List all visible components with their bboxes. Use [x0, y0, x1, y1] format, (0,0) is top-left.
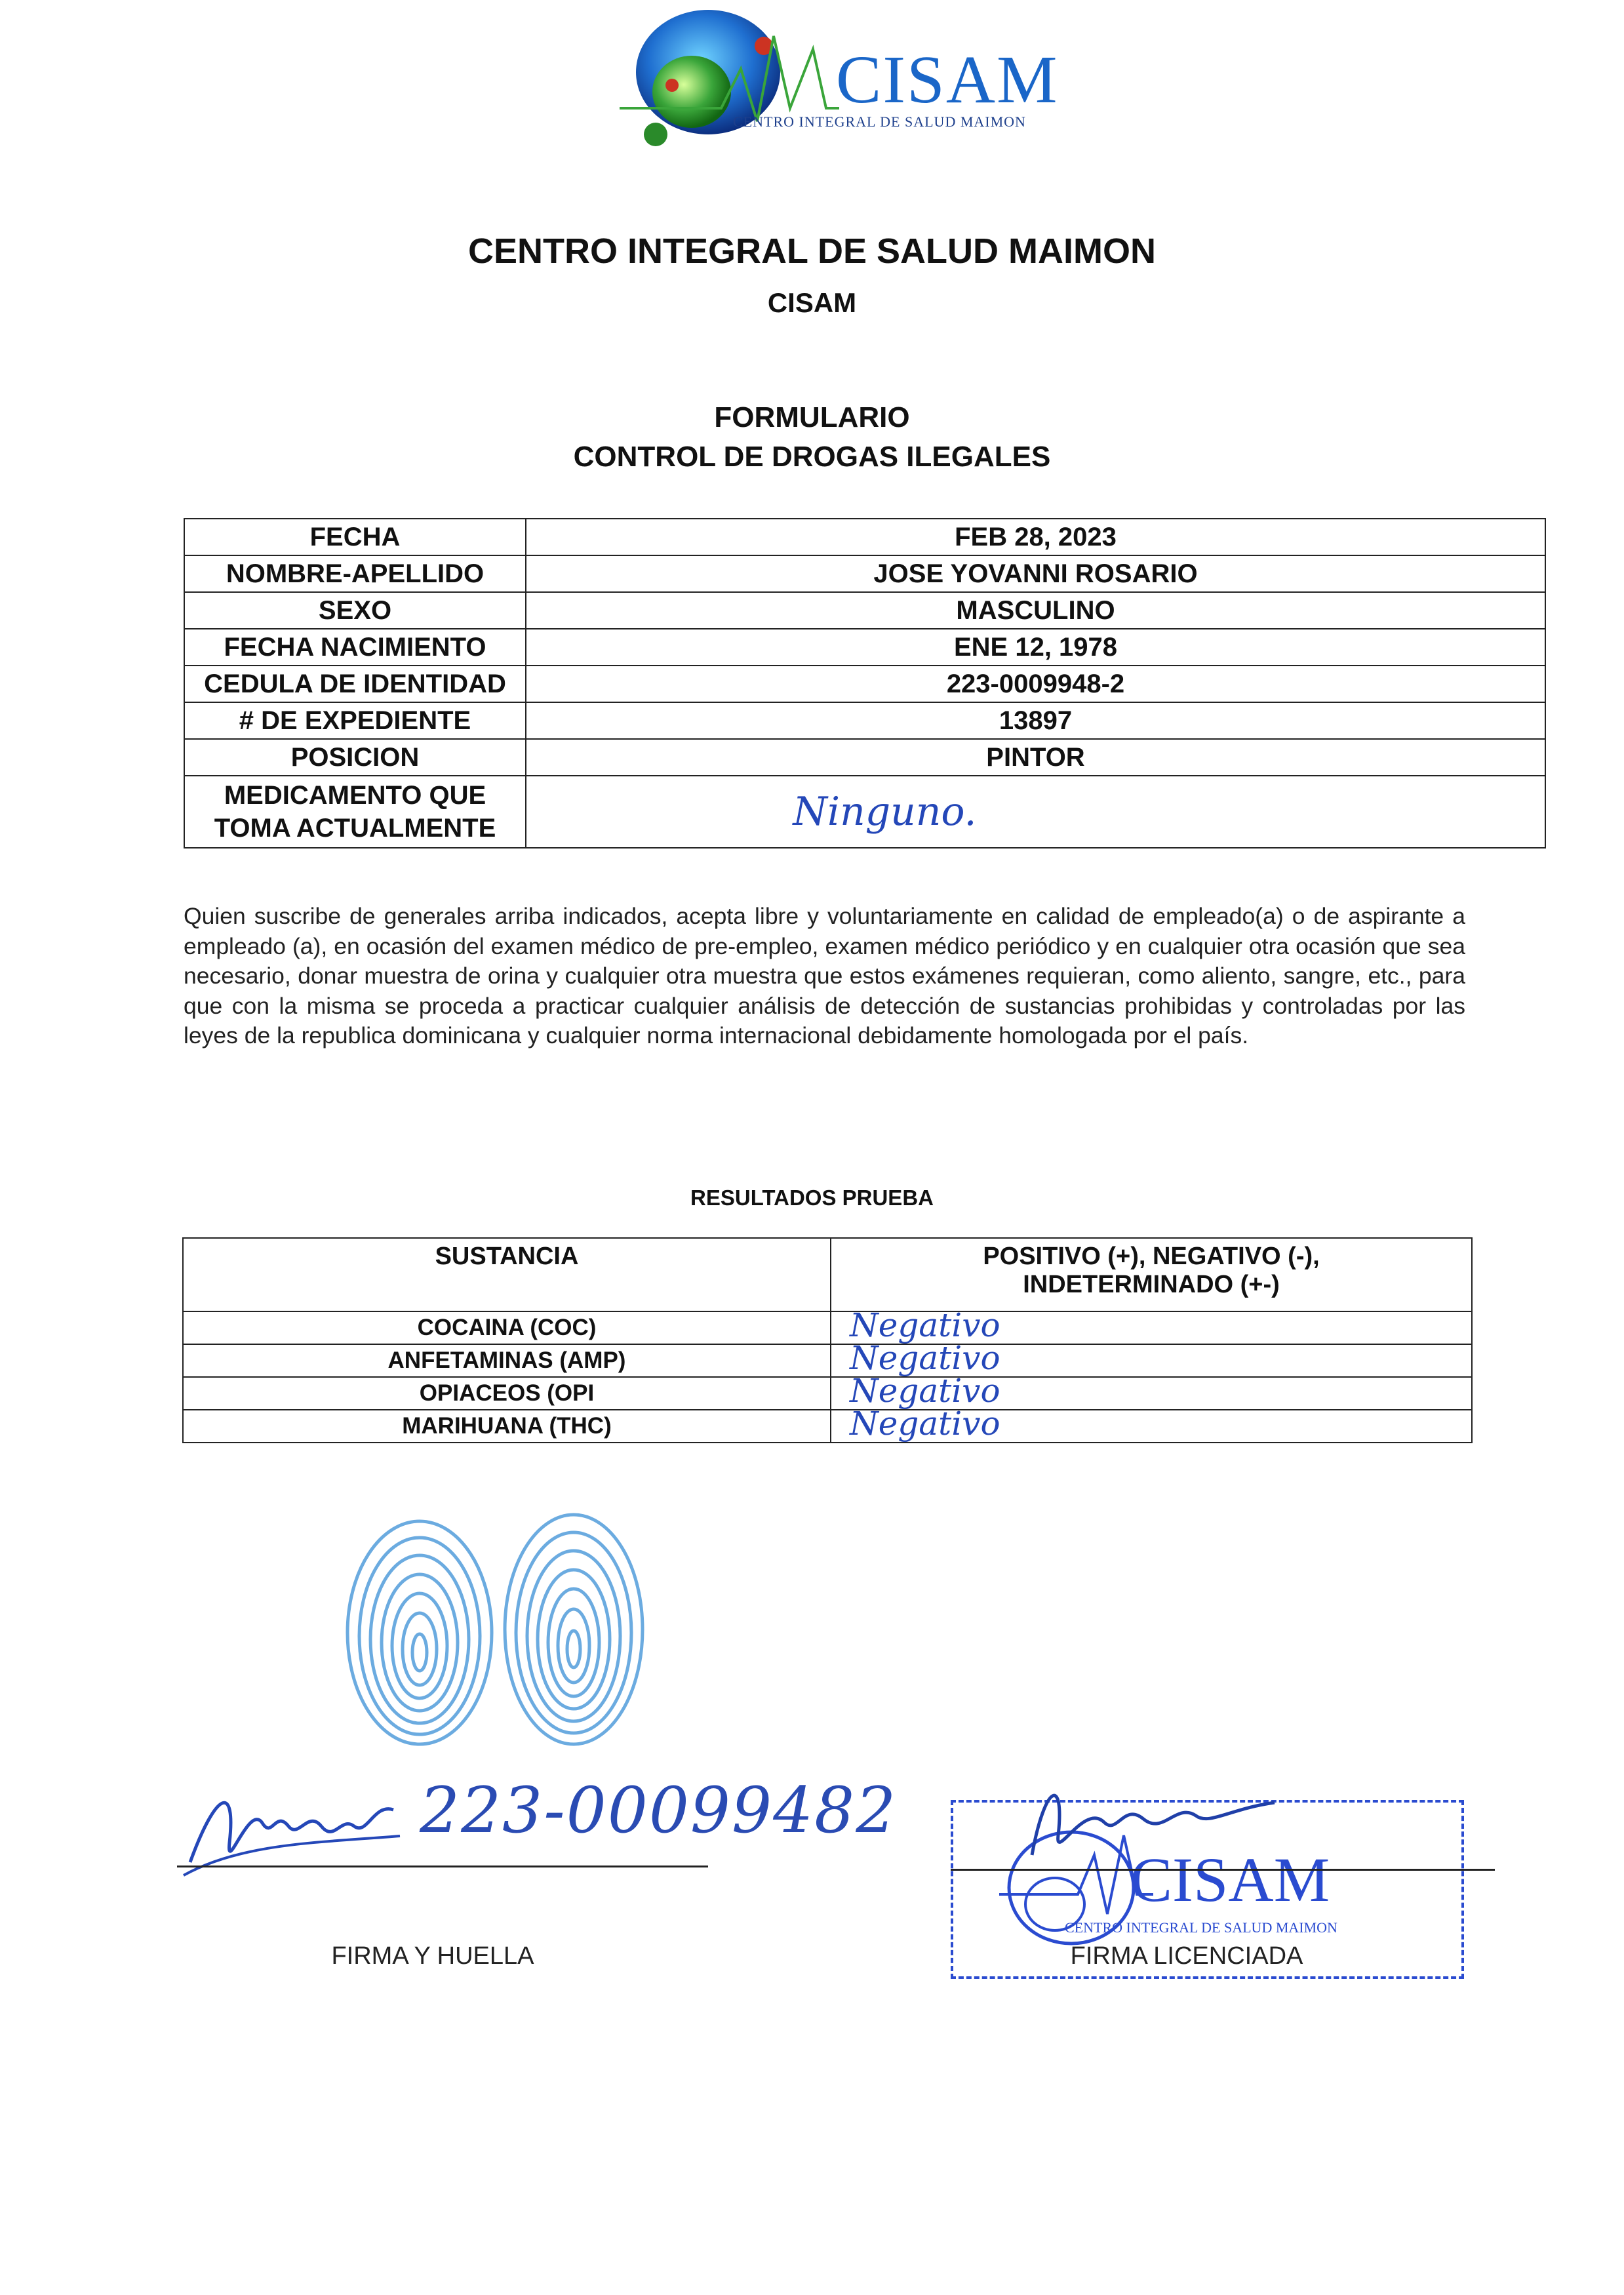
org-name: CENTRO INTEGRAL DE SALUD MAIMON — [468, 231, 1156, 271]
licensed-signature-label: FIRMA LICENCIADA — [1070, 1942, 1303, 1970]
handwritten-id-number: 223-00099482 — [420, 1774, 898, 1847]
info-row — [184, 702, 1545, 739]
info-label: FECHA — [184, 519, 526, 555]
header-substance: SUSTANCIA — [183, 1238, 831, 1311]
result-handwritten: Negativo — [850, 1405, 1000, 1443]
info-label: CEDULA DE IDENTIDAD — [184, 666, 526, 702]
result-row — [183, 1410, 1472, 1443]
logo-name: CISAM — [836, 42, 1059, 117]
medication-value — [526, 776, 1545, 848]
results-title: RESULTADOS PRUEBA — [690, 1186, 934, 1210]
result-value — [831, 1405, 1472, 1443]
result-handwritten: Negativo — [850, 1306, 1000, 1344]
info-row — [184, 739, 1545, 776]
medication-row — [184, 776, 1545, 848]
form-subtitle: CONTROL DE DROGAS ILEGALES — [573, 441, 1051, 473]
info-row — [184, 629, 1545, 666]
medication-label-line2: TOMA ACTUALMENTE — [214, 814, 496, 843]
stamp-tagline: CENTRO INTEGRAL DE SALUD MAIMON — [1065, 1919, 1337, 1936]
info-value: 13897 — [526, 702, 1545, 739]
stamp-name: CISAM — [1130, 1845, 1330, 1915]
info-row — [184, 592, 1545, 629]
result-substance: COCAINA (COC) — [183, 1311, 831, 1344]
info-value: MASCULINO — [526, 592, 1545, 629]
info-label: FECHA NACIMIENTO — [184, 629, 526, 666]
info-label: NOMBRE-APELLIDO — [184, 555, 526, 592]
header-result — [831, 1238, 1472, 1311]
result-handwritten: Negativo — [850, 1339, 1000, 1377]
cisam-logo — [616, 10, 1062, 154]
left-fingerprint-icon — [341, 1515, 498, 1751]
info-row — [184, 555, 1545, 592]
info-row — [184, 519, 1545, 555]
licensed-signature-line — [951, 1869, 1495, 1871]
applicant-signature-line — [177, 1866, 708, 1867]
result-row — [183, 1311, 1472, 1344]
form-title: FORMULARIO — [714, 401, 910, 433]
results-table — [182, 1237, 1473, 1443]
info-value: PINTOR — [526, 739, 1545, 776]
result-substance: ANFETAMINAS (AMP) — [183, 1344, 831, 1377]
info-value: ENE 12, 1978 — [526, 629, 1545, 666]
logo-tagline: CENTRO INTEGRAL DE SALUD MAIMON — [733, 113, 1026, 130]
header-result-line2: INDETERMINADO (+-) — [1023, 1271, 1280, 1298]
result-row — [183, 1377, 1472, 1410]
result-substance: OPIACEOS (OPI — [183, 1377, 831, 1410]
applicant-signature-label: FIRMA Y HUELLA — [331, 1942, 534, 1970]
org-short-name: CISAM — [767, 287, 857, 318]
medication-handwritten-value: Ninguno. — [793, 789, 977, 835]
info-value: 223-0009948-2 — [526, 666, 1545, 702]
patient-info-table — [184, 518, 1546, 848]
info-value: JOSE YOVANNI ROSARIO — [526, 555, 1545, 592]
result-handwritten: Negativo — [850, 1372, 1000, 1410]
results-header-row — [183, 1238, 1472, 1311]
header-result-line1: POSITIVO (+), NEGATIVO (-), — [983, 1243, 1320, 1270]
info-label: # DE EXPEDIENTE — [184, 702, 526, 739]
licensed-signature-icon — [1012, 1763, 1288, 1875]
info-value: FEB 28, 2023 — [526, 519, 1545, 555]
result-row — [183, 1344, 1472, 1377]
medication-label — [184, 776, 526, 848]
result-substance: MARIHUANA (THC) — [183, 1410, 831, 1443]
info-label: POSICION — [184, 739, 526, 776]
info-label: SEXO — [184, 592, 526, 629]
consent-paragraph: Quien suscribe de generales arriba indicados, acepta libre y voluntariamente en calidad de empleado(a) o de aspirante a empleado (a), en ocasión del examen médico de pre-empleo, examen médico periódico y en cualquier otra ocasión que sea necesario, donar muestra de orina y cualquier otra muestra que estos exámenes requieran, como aliento, sangre, etc., para que con la misma se proceda a practicar cualquier análisis de detección de sustancias prohibidas y controladas por las leyes de la republica dominicana y cualquier norma internacional debidamente homologada por el país. — [184, 903, 1465, 1048]
applicant-signature-icon — [177, 1764, 413, 1895]
right-fingerprint-icon — [498, 1508, 649, 1751]
medication-label-line1: MEDICAMENTO QUE — [224, 781, 486, 810]
info-row — [184, 666, 1545, 702]
